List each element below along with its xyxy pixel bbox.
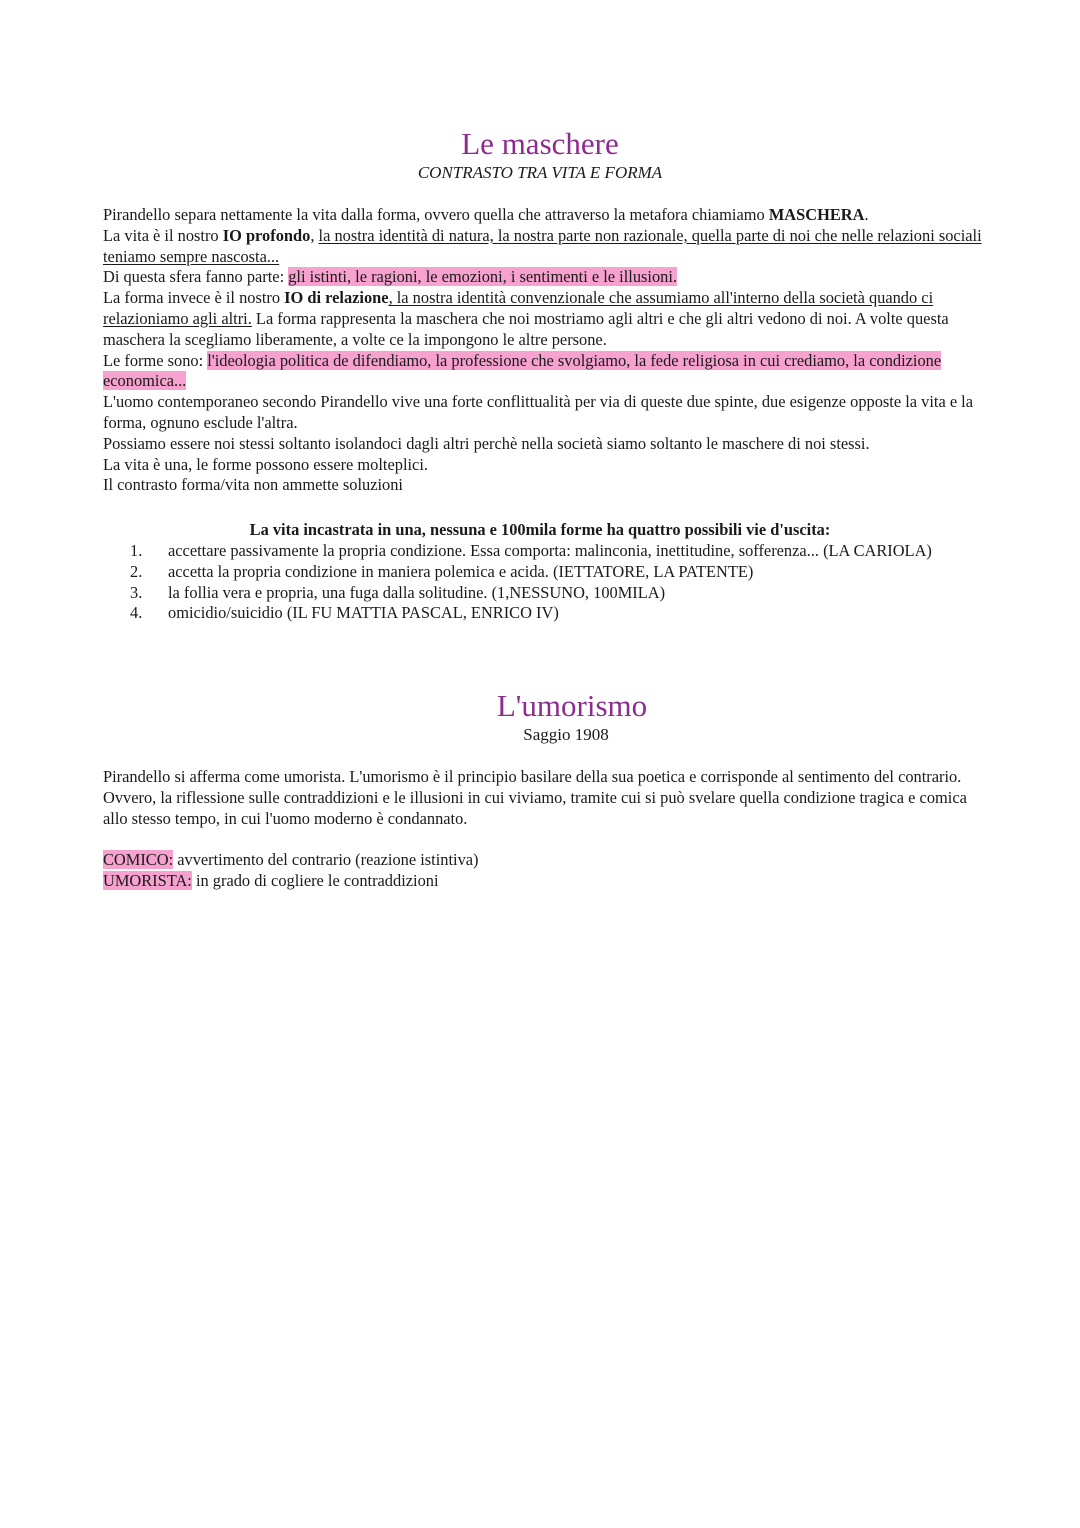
- paragraph-io-profondo: La vita è il nostro IO profondo, la nostra identità di natura, la nostra parte non razionale, quella parte di noi che nelle relazioni sociali teniamo sempre nascosta...: [103, 225, 982, 266]
- paragraph-sfera: Di questa sfera fanno parte: gli istinti, le ragioni, le emozioni, i sentimenti e le illusioni.: [103, 267, 677, 287]
- highlight-umorista: UMORISTA:: [103, 870, 192, 890]
- definition-umorista: UMORISTA: in grado di cogliere le contraddizioni: [103, 870, 439, 890]
- paragraph-io-relazione: La forma invece è il nostro IO di relazione, la nostra identità convenzionale che assumiamo all'interno della società quando ci relazioniamo agli altri. La forma rappresenta la maschera che noi mostriamo agli altri e che gli altri vedono di noi. A volte questa maschera la scegliamo liberamente, a volte ce la impongono le altre persone.: [103, 288, 949, 349]
- section-title-umorismo: L'umorismo: [496, 688, 648, 723]
- maschere-body: [103, 205, 983, 496]
- list-heading: La vita incastrata in una, nessuna e 100mila forme ha quattro possibili vie d'uscita:: [249, 520, 831, 539]
- section-subtitle-saggio: Saggio 1908: [523, 725, 609, 744]
- list-item: 4. omicidio/suicidio (IL FU MATTIA PASCAL, ENRICO IV): [130, 603, 559, 623]
- paragraph-forme: Le forme sono: l'ideologia politica de difendiamo, la professione che svolgiamo, la fede religiosa in cui crediamo, la condizione economica...: [103, 350, 942, 391]
- list-item: 3. la follia vera e propria, una fuga dalla solitudine. (1,NESSUNO, 100MILA): [130, 582, 666, 602]
- paragraph-vita-una: La vita è una, le forme possono essere molteplici.: [103, 454, 428, 474]
- paragraph-umorista: Pirandello si afferma come umorista. L'umorismo è il principio basilare della sua poetica e corrisponde al sentimento del contrario. Ovvero, la riflessione sulle contraddizioni e le illusioni in cui viviamo, tramite cui si può svelare quella condizione tragica e comica allo stesso tempo, in cui l'uomo moderno è condannato.: [103, 767, 967, 828]
- section-title-maschere: Le maschere: [461, 126, 619, 161]
- highlight-forme: l'ideologia politica de difendiamo, la professione che svolgiamo, la fede religiosa in cui crediamo, la condizione economica...: [103, 350, 942, 391]
- highlight-comico: COMICO:: [103, 850, 174, 870]
- paragraph-isolandoci: Possiamo essere noi stessi soltanto isolandoci dagli altri perchè nella società siamo soltanto le maschere di noi stessi.: [103, 433, 870, 453]
- paragraph-vita-forma: Pirandello separa nettamente la vita dalla forma, ovvero quella che attraverso la metafora chiamiamo MASCHERA.: [103, 205, 869, 224]
- definition-comico: COMICO: avvertimento del contrario (reazione istintiva): [103, 850, 479, 870]
- list-item: 2. accetta la propria condizione in maniera polemica e acida. (IETTATORE, LA PATENTE): [130, 561, 754, 581]
- list-item: 1. accettare passivamente la propria condizione. Essa comporta: malinconia, inettitudine, sofferenza... (LA CARIOLA): [130, 541, 932, 560]
- paragraph-contrasto: Il contrasto forma/vita non ammette soluzioni: [103, 475, 403, 495]
- paragraph-uomo-contemporaneo: L'uomo contemporaneo secondo Pirandello vive una forte conflittualità per via di queste due spinte, due esigenze opposte la vita e la forma, ognuno esclude l'altra.: [103, 392, 974, 432]
- highlight-istinti: gli istinti, le ragioni, le emozioni, i sentimenti e le illusioni.: [288, 267, 677, 287]
- exit-list: [130, 541, 950, 624]
- umorismo-body: [103, 767, 983, 892]
- spacer: [103, 829, 983, 850]
- section-subtitle-contrasto: CONTRASTO TRA VITA E FORMA: [417, 163, 663, 182]
